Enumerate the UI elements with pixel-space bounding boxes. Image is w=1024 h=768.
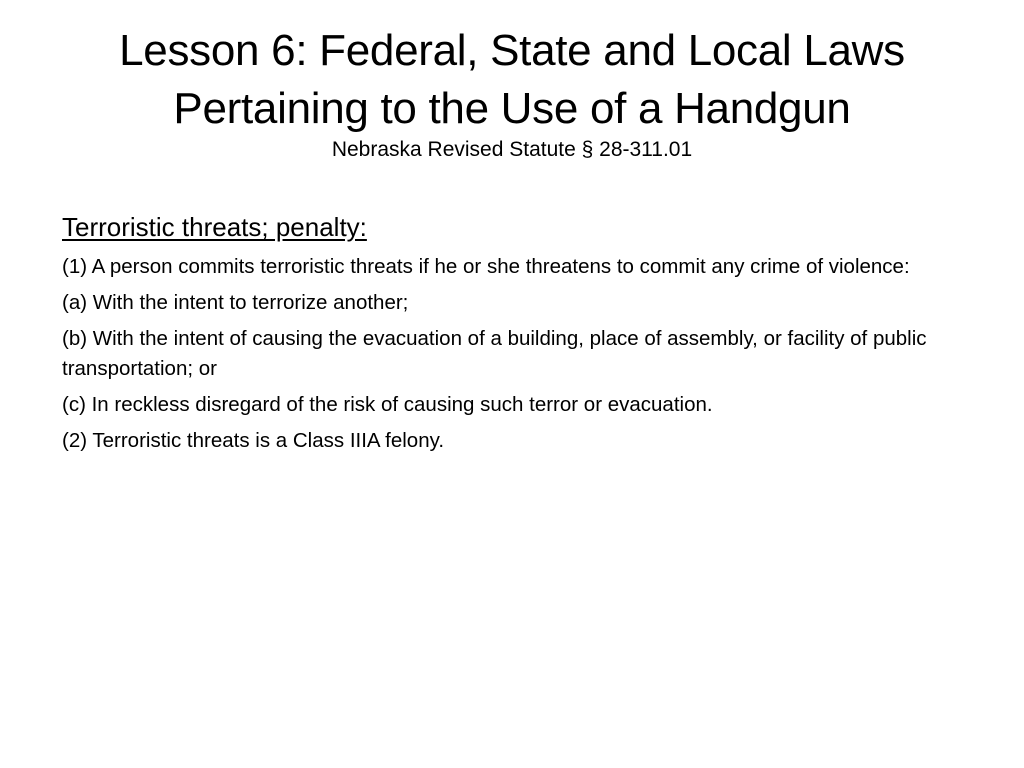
statute-paragraph-a: (a) With the intent to terrorize another;	[62, 291, 409, 314]
slide-title	[60, 22, 964, 138]
statute-paragraph-b: (b) With the intent of causing the evacuation of a building, place of assembly, or facility of public transportation; or	[62, 327, 927, 380]
slide-body	[62, 210, 962, 462]
statute-paragraph-2: (2) Terroristic threats is a Class IIIA felony.	[62, 429, 445, 452]
statute-subtitle: Nebraska Revised Statute § 28-311.01	[331, 138, 693, 161]
statute-paragraph-1: (1) A person commits terroristic threats if he or she threatens to commit any crime of violence:	[62, 255, 910, 278]
title-line-2: Pertaining to the Use of a Handgun	[173, 84, 851, 133]
title-line-1: Lesson 6: Federal, State and Local Laws	[119, 26, 905, 75]
statute-paragraph-c: (c) In reckless disregard of the risk of causing such terror or evacuation.	[62, 393, 713, 416]
section-heading: Terroristic threats; penalty:	[62, 212, 367, 242]
